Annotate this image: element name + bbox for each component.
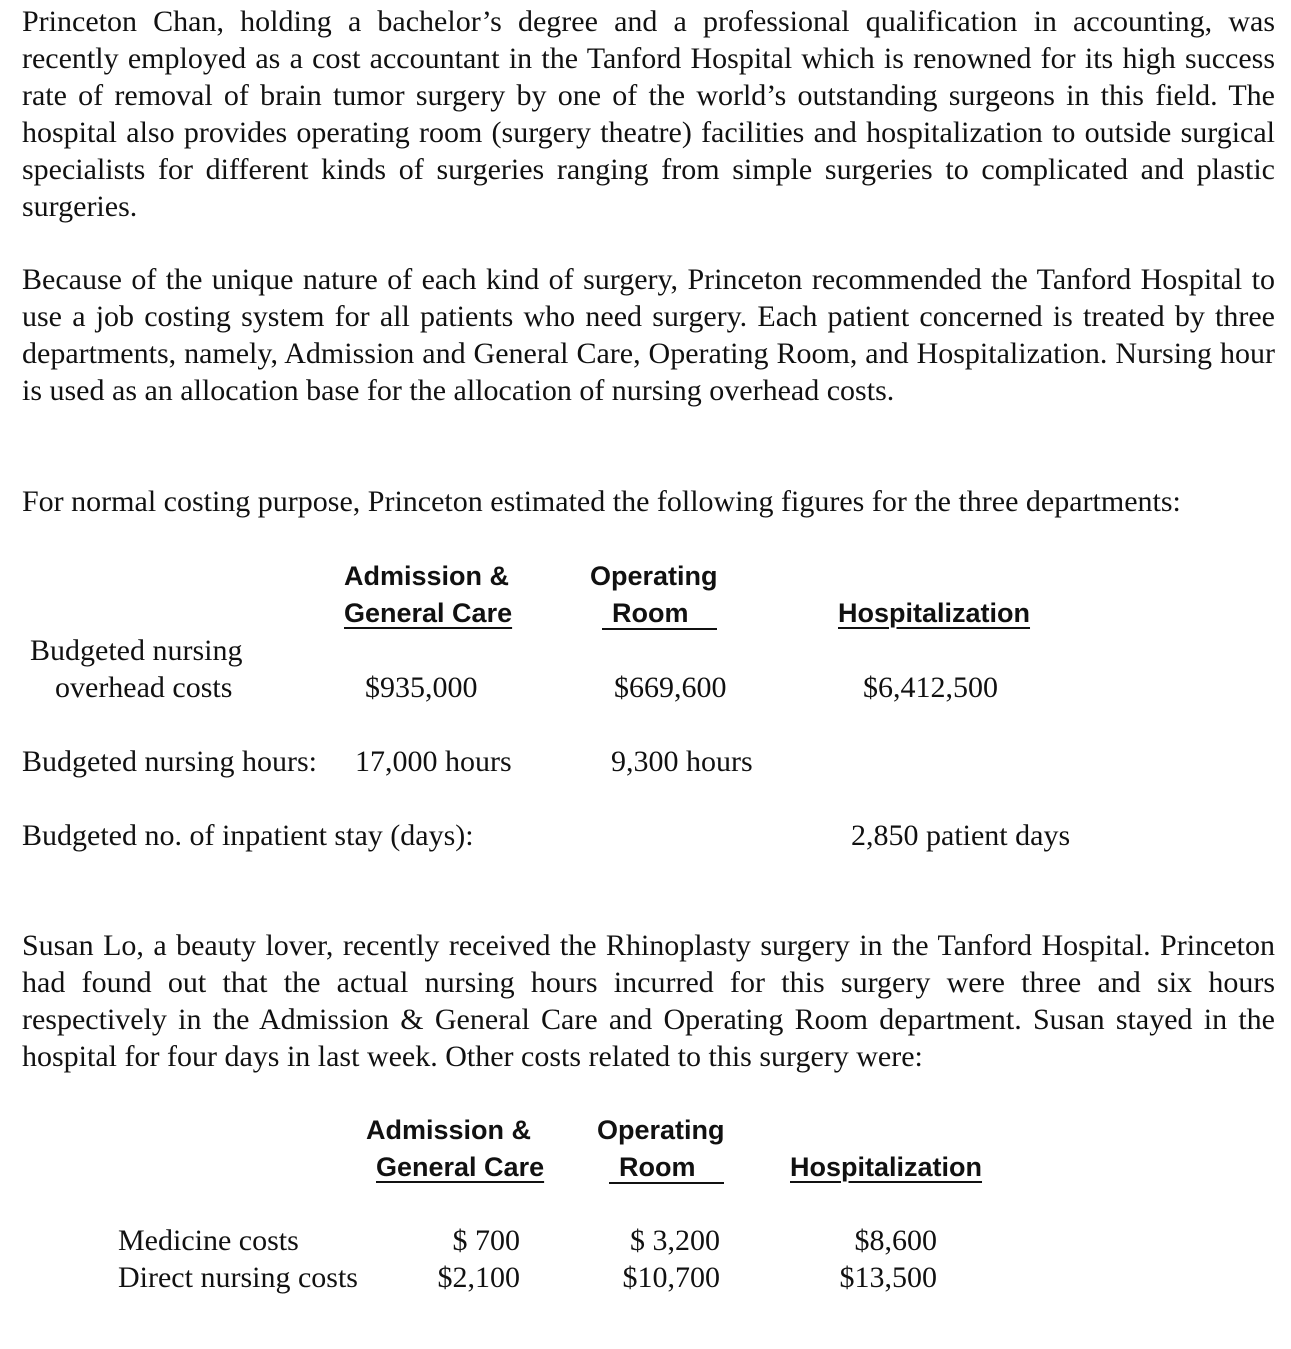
nursing-admission-value: $2,100 [437,1261,520,1294]
overhead-operating-value: $669,600 [614,671,727,704]
overhead-label-line2: overhead costs [55,671,233,704]
nursing-operating-value: $10,700 [622,1261,720,1294]
cost-operating-underline [609,1182,724,1184]
budget-header-operating-line2: Room [612,598,689,628]
medicine-hospitalization-value: $8,600 [854,1224,937,1257]
budget-header-operating-line1: Operating [590,561,718,591]
hours-operating-value: 9,300 hours [611,745,753,778]
paragraph-estimates-intro: For normal costing purpose, Princeton estimated the following figures for the three departments: [22,485,1181,518]
overhead-hospitalization-value: $6,412,500 [863,671,998,704]
cost-header-admission-line2: General Care [376,1152,545,1182]
budget-header-admission-line2: General Care [344,598,513,628]
paragraph-job-costing: Because of the unique nature of each kind of surgery, Princeton recommended the Tanford Hospital to use a job costing system for all patients who need surgery. Each patient concerned is treated by three departments, namely, Admission and General Care, Operating Room, and Hospitalization. Nursing hour is used as an allocation base for the allocation of nursing overhead costs. [22,263,1275,407]
hours-admission-value: 17,000 hours [355,745,512,778]
overhead-admission-value: $935,000 [365,671,478,704]
hours-label: Budgeted nursing hours: [22,745,317,778]
budget-header-admission-line1: Admission & [344,561,510,591]
nursing-hospitalization-value: $13,500 [839,1261,937,1294]
paragraph-intro: Princeton Chan, holding a bachelor’s degree and a professional qualification in accounting, was recently employed as a cost accountant in the Tanford Hospital which is renowned for its high success rate of removal of brain tumor surgery by one of the world’s outstanding surgeons in this field. The hospital also provides operating room (surgery theatre) facilities and hospitalization to outside surgical specialists for different kinds of surgeries ranging from simple surgeries to complicated and plastic surgeries. [22,5,1275,223]
medicine-admission-value: $ 700 [452,1224,520,1257]
row-label-direct-nursing: Direct nursing costs [118,1261,358,1294]
paragraph-susan: Susan Lo, a beauty lover, recently received the Rhinoplasty surgery in the Tanford Hospital. Princeton had found out that the actual nursing hours incurred for this surgery were three and six hours respectively in the Admission & General Care and Operating Room department. Susan stayed in the hospital for four days in last week. Other costs related to this surgery were: [22,929,1275,1073]
cost-header-operating-line1: Operating [597,1115,725,1145]
budget-header-hospitalization: Hospitalization [838,598,1031,628]
medicine-operating-value: $ 3,200 [630,1224,720,1257]
cost-header-operating-line2: Room [619,1152,696,1182]
cost-header-hospitalization: Hospitalization [790,1152,983,1182]
cost-header-admission-line1: Admission & [366,1115,532,1145]
overhead-label-line1: Budgeted nursing [30,634,243,667]
row-label-medicine: Medicine costs [118,1224,299,1257]
stay-label: Budgeted no. of inpatient stay (days): [22,819,474,852]
stay-value: 2,850 patient days [851,819,1071,852]
budget-operating-underline [602,628,717,630]
